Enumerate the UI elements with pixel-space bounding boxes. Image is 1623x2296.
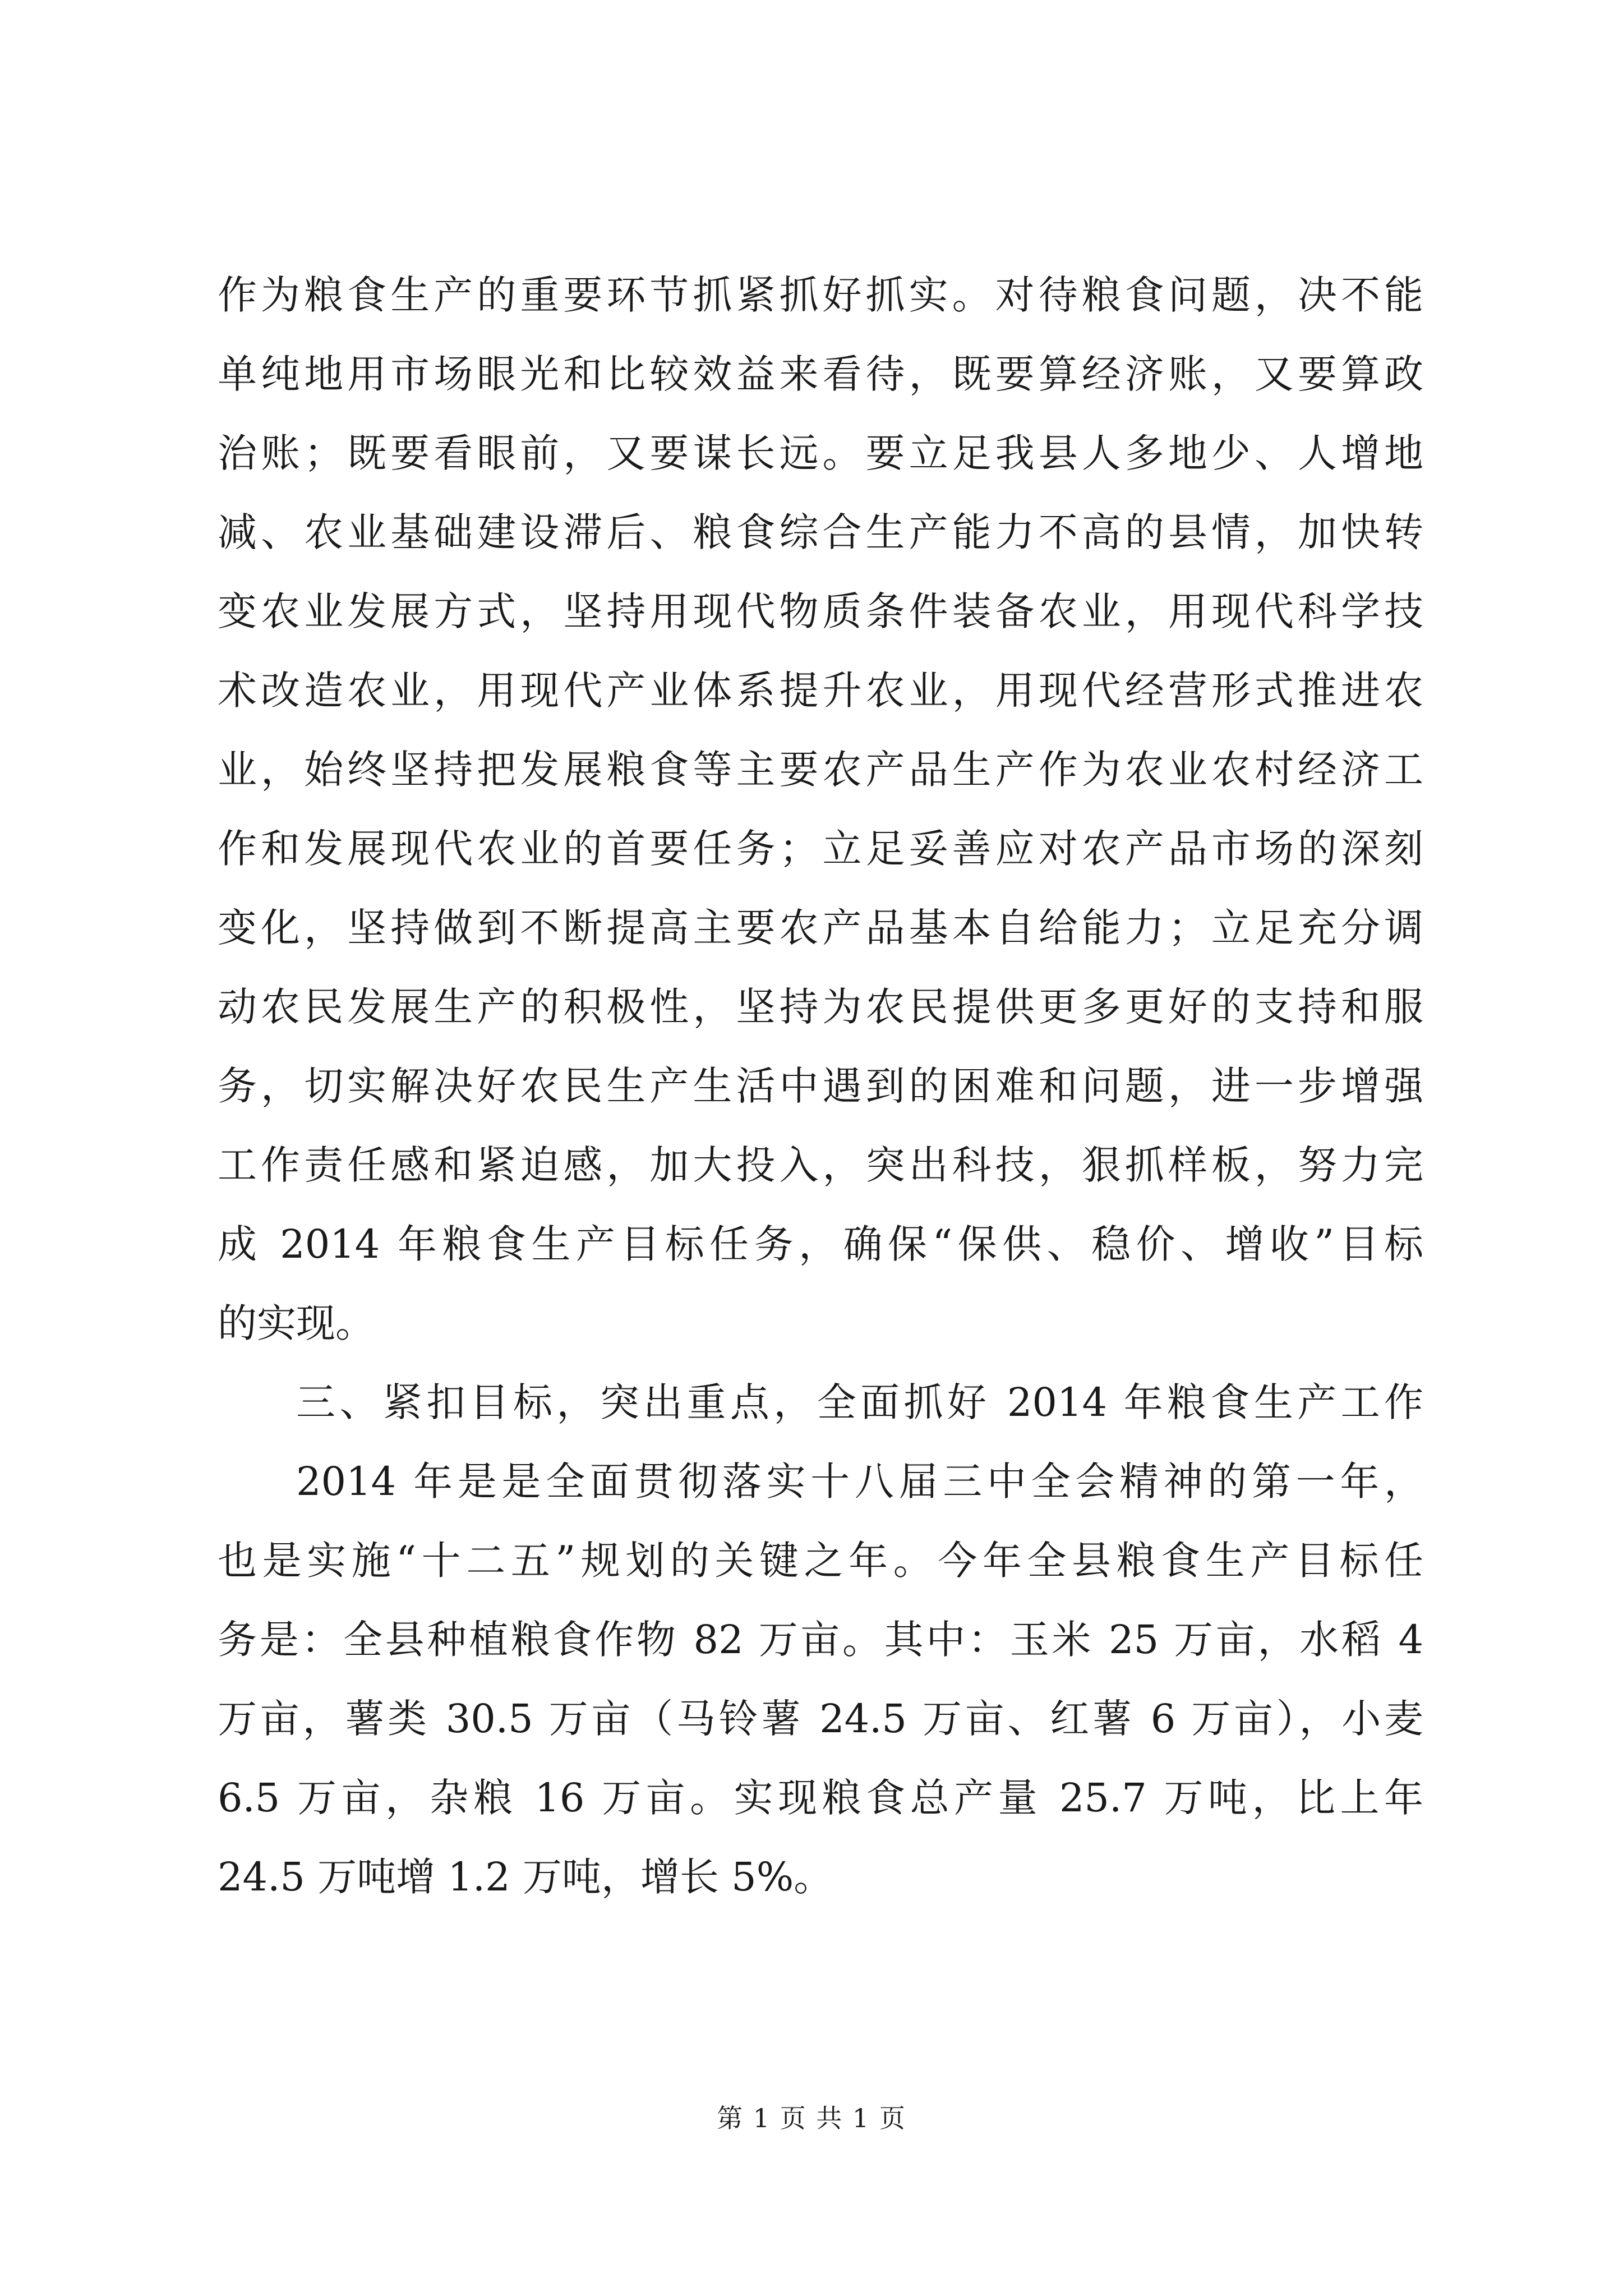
text-line: 也是实施“十二五”规划的关键之年。今年全县粮食生产目标任 [218, 1538, 1423, 1584]
page-footer: 第 1 页 共 1 页 [717, 2103, 906, 2133]
text-line: 治账；既要看眼前，又要谋长远。要立足我县人多地少、人增地 [218, 430, 1423, 476]
text-line: 业，始终坚持把发展粮食等主要农产品生产作为农业农村经济工 [218, 747, 1423, 793]
text-line: 变化，坚持做到不断提高主要农产品基本自给能力；立足充分调 [218, 905, 1423, 951]
text-line: 务，切实解决好农民生产生活中遇到的困难和问题，进一步增强 [218, 1063, 1423, 1109]
text-line: 成 2014 年粮食生产目标任务，确保“保供、稳价、增收”目标 [218, 1221, 1423, 1267]
text-line: 万亩，薯类 30.5 万亩（马铃薯 24.5 万亩、红薯 6 万亩），小麦 [218, 1696, 1423, 1742]
document-body [218, 256, 1423, 1917]
text-line: 单纯地用市场眼光和比较效益来看待，既要算经济账，又要算政 [218, 351, 1423, 397]
text-line: 作和发展现代农业的首要任务；立足妥善应对农产品市场的深刻 [218, 826, 1423, 872]
text-line: 24.5 万吨增 1.2 万吨，增长 5%。 [218, 1854, 833, 1900]
text-line: 术改造农业，用现代产业体系提升农业，用现代经营形式推进农 [218, 668, 1423, 714]
text-line: 减、农业基础建设滞后、粮食综合生产能力不高的县情，加快转 [218, 509, 1423, 555]
text-line: 6.5 万亩，杂粮 16 万亩。实现粮食总产量 25.7 万吨，比上年 [218, 1775, 1423, 1821]
text-line: 变农业发展方式，坚持用现代物质条件装备农业，用现代科学技 [218, 588, 1423, 634]
text-line: 作为粮食生产的重要环节抓紧抓好抓实。对待粮食问题，决不能 [218, 272, 1423, 318]
text-line: 2014 年是是全面贯彻落实十八届三中全会精神的第一年， [296, 1458, 1423, 1504]
text-line: 工作责任感和紧迫感，加大投入，突出科技，狠抓样板，努力完 [218, 1142, 1423, 1188]
section-heading: 三、紧扣目标，突出重点，全面抓好 2014 年粮食生产工作 [296, 1379, 1423, 1425]
text-line: 的实现。 [218, 1300, 375, 1346]
text-line: 动农民发展生产的积极性，坚持为农民提供更多更好的支持和服 [218, 984, 1423, 1030]
text-line: 务是：全县种植粮食作物 82 万亩。其中：玉米 25 万亩，水稻 4 [218, 1617, 1423, 1663]
